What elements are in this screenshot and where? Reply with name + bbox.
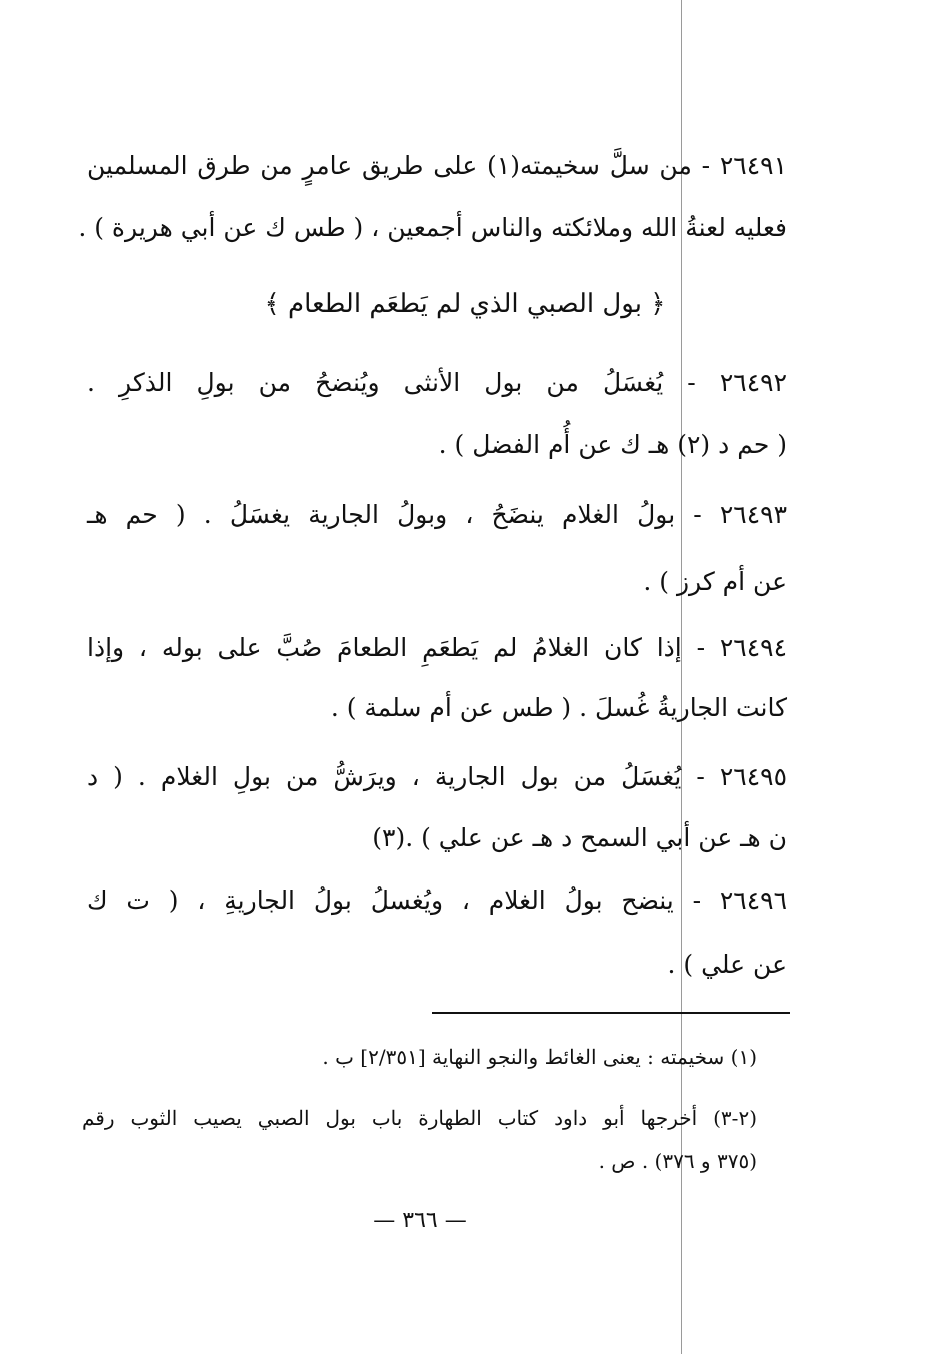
hadith-26495-line-1: ٢٦٤٩٥ - يُغسَلُ من بول الجارية ، ويرَشُّ من بولِ الغلام . ( د <box>87 762 787 791</box>
hadith-26494-line-2: كانت الجاريةُ غُسلَ . ( طس عن أم سلمة ) . <box>330 693 787 722</box>
footnote-separator <box>432 1012 790 1014</box>
page-number: — ٣٦٦ — <box>373 1208 467 1233</box>
hadith-26495-line-2: ن هـ عن أبي السمح د هـ عن علي ) .(٣) <box>372 823 787 852</box>
hadith-26491-line-1: ٢٦٤٩١ - من سلَّ سخيمته(١) على طريق عامرٍ من طرق المسلمين <box>87 151 787 180</box>
hadith-26492-line-2: ( حم د (٢) هـ ك عن أُم الفضل ) . <box>438 430 787 459</box>
footnote-2-3-line-1: (٢-٣) أخرجها أبو داود كتاب الطهارة باب بول الصبي يصيب الثوب رقم <box>82 1106 757 1130</box>
hadith-26494-line-1: ٢٦٤٩٤ - إذا كان الغلامُ لم يَطعَمِ الطعامَ صُبَّ على بوله ، وإذا <box>87 633 787 662</box>
hadith-26496-line-1: ٢٦٤٩٦ - ينضح بولُ الغلام ، ويُغسلُ بولُ الجاريةِ ، ( ت ك <box>87 886 787 915</box>
hadith-26496-line-2: عن علي ) . <box>667 950 787 979</box>
hadith-26493-line-1: ٢٦٤٩٣ - بولُ الغلام ينضَحُ ، وبولُ الجارية يغسَلُ . ( حم هـ <box>87 500 787 529</box>
hadith-26492-line-1: ٢٦٤٩٢ - يُغسَلُ من بول الأنثى ويُنضحُ من بولِ الذكرِ . <box>87 368 787 397</box>
footnote-2-3-line-2: (٣٧٥ و ٣٧٦) . ص . <box>598 1149 757 1173</box>
footnote-1: (١) سخيمته : يعنى الغائط والنجو النهاية [٢/٣٥١] ب . <box>322 1045 757 1069</box>
hadith-26493-line-2: عن أم كرز ) . <box>643 567 787 596</box>
section-heading: ﴿ بول الصبي الذي لم يَطعَم الطعام ﴾ <box>264 289 666 319</box>
hadith-26491-line-2: فعليه لعنةُ الله وملائكته والناس أجمعين ، ( طس ك عن أبي هريرة ) . <box>78 213 787 242</box>
